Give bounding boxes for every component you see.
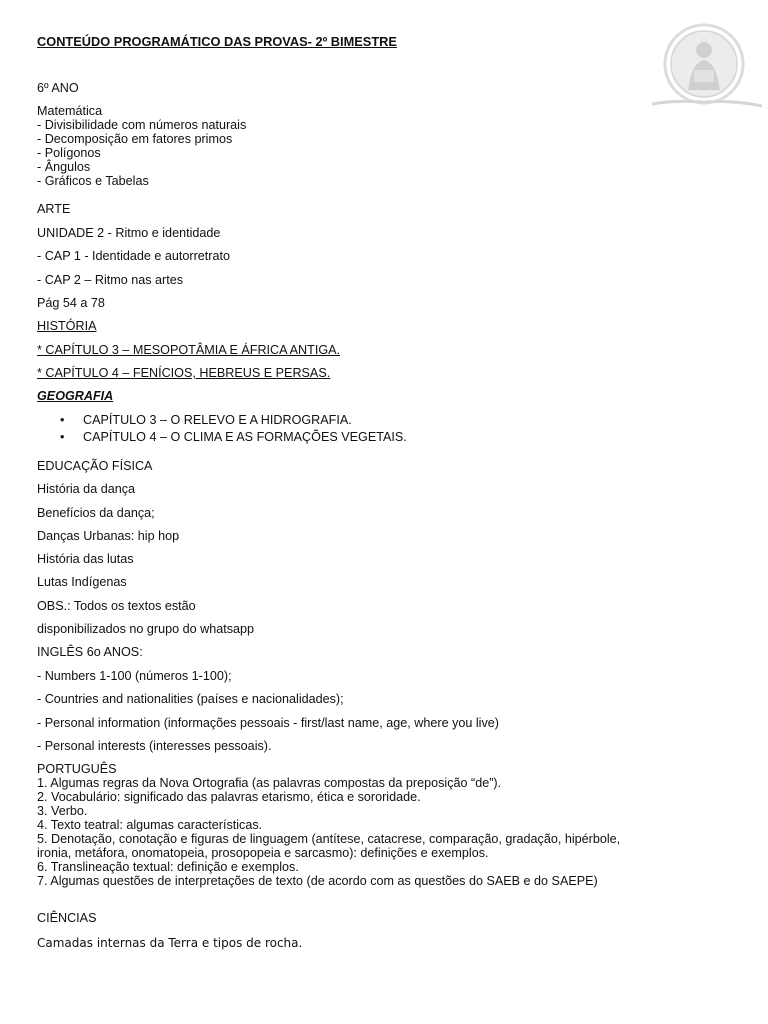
ciencias-item: Camadas internas da Terra e tipos de rocha. [37, 936, 303, 950]
edfisica-obs: disponibilizados no grupo do whatsapp [37, 622, 255, 636]
arte-cap2: - CAP 2 – Ritmo nas artes [37, 273, 184, 287]
list-item: - Ângulos [37, 160, 91, 174]
page-title: CONTEÚDO PROGRAMÁTICO DAS PROVAS- 2º BIMESTRE [37, 34, 397, 49]
list-item: - Divisibilidade com números naturais [37, 118, 247, 132]
ingles-heading: INGLÊS 6o ANOS: [37, 645, 143, 659]
historia-heading: HISTÓRIA [37, 319, 97, 333]
list-item: - Gráficos e Tabelas [37, 174, 149, 188]
arte-pages: Pág 54 a 78 [37, 296, 105, 310]
list-item: 6. Translineação textual: definição e exemplos. [37, 860, 299, 874]
list-item: 2. Vocabulário: significado das palavras etarismo, ética e sororidade. [37, 790, 421, 804]
portugues-heading: PORTUGUÊS [37, 762, 117, 776]
edfisica-heading: EDUCAÇÃO FÍSICA [37, 459, 153, 473]
list-item: • CAPÍTULO 3 – O RELEVO E A HIDROGRAFIA. [60, 412, 407, 429]
grade-heading: 6º ANO [37, 81, 79, 95]
edfisica-item: História da dança [37, 482, 136, 496]
geografia-heading: GEOGRAFIA [37, 389, 114, 403]
edfisica-item: Lutas Indígenas [37, 575, 127, 589]
ingles-item: - Personal information (informações pessoais - first/last name, age, where you live) [37, 716, 499, 730]
list-item: • CAPÍTULO 4 – O CLIMA E AS FORMAÇÕES VEGETAIS. [60, 429, 407, 446]
school-seal-icon [644, 20, 766, 118]
portugues-list [37, 776, 620, 888]
arte-unit: UNIDADE 2 - Ritmo e identidade [37, 226, 221, 240]
ingles-item: - Numbers 1-100 (números 1-100); [37, 669, 232, 683]
arte-heading: ARTE [37, 202, 71, 216]
edfisica-item: Benefícios da dança; [37, 506, 155, 520]
list-item: 4. Texto teatral: algumas características. [37, 818, 263, 832]
historia-cap4: * CAPÍTULO 4 – FENÍCIOS, HEBREUS E PERSAS. [37, 366, 331, 380]
list-item: - Polígonos [37, 146, 101, 160]
list-item: 3. Verbo. [37, 804, 88, 818]
ingles-item: - Personal interests (interesses pessoais). [37, 739, 272, 753]
edfisica-item: Danças Urbanas: hip hop [37, 529, 180, 543]
edfisica-item: História das lutas [37, 552, 134, 566]
ingles-item: - Countries and nationalities (países e nacionalidades); [37, 692, 344, 706]
matematica-list [37, 118, 246, 188]
ciencias-heading: CIÊNCIAS [37, 911, 97, 925]
geografia-list [60, 412, 407, 446]
list-item: ironia, metáfora, onomatopeia, prosopopeia e sarcasmo): definições e exemplos. [37, 846, 489, 860]
edfisica-obs: OBS.: Todos os textos estão [37, 599, 196, 613]
matematica-heading: Matemática [37, 104, 103, 118]
list-item: - Decomposição em fatores primos [37, 132, 233, 146]
list-item: 7. Algumas questões de interpretações de texto (de acordo com as questões do SAEB e do SAEPE) [37, 874, 598, 888]
list-item: 5. Denotação, conotação e figuras de linguagem (antítese, catacrese, comparação, gradação, hipérbole, [37, 832, 621, 846]
arte-cap1: - CAP 1 - Identidade e autorretrato [37, 249, 230, 263]
historia-cap3: * CAPÍTULO 3 – MESOPOTÂMIA E ÁFRICA ANTIGA. [37, 343, 341, 357]
list-item: 1. Algumas regras da Nova Ortografia (as palavras compostas da preposição “de”). [37, 776, 502, 790]
